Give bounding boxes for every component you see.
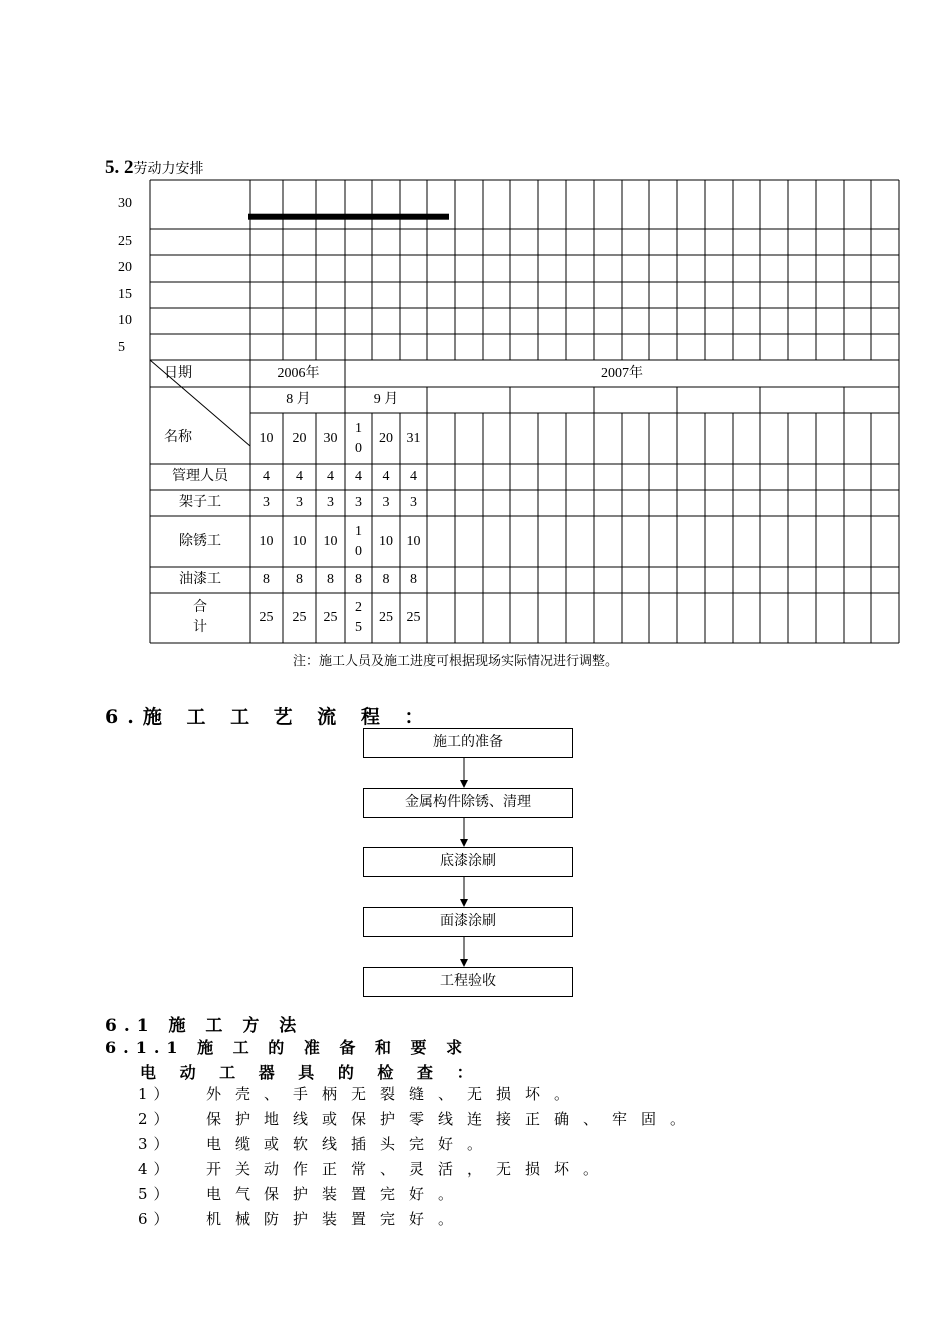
day-label: 30 [323,431,338,447]
checklist-number: 2） [138,1110,175,1128]
row-value: 1 0 [355,523,362,559]
section-title: 劳动力安排 [133,161,204,177]
checklist-number: 4） [138,1160,175,1178]
row-name-label: 管理人员 [172,469,228,485]
y-tick-label: 30 [118,196,132,211]
row-value: 4 [327,469,334,485]
checklist-item [138,1108,699,1129]
y-tick-label: 20 [118,260,132,275]
checklist-text: 保护地线或保护零线连接正确、牢固。 [206,1110,700,1128]
y-tick-label: 15 [118,287,132,302]
row-value: 4 [355,469,362,485]
flow-step: 面漆涂刷 [363,907,573,937]
row-value: 2 5 [355,600,362,635]
row-value: 10 [323,533,338,549]
checklist-number: 5） [138,1185,175,1203]
checklist-text: 机械防护装置完好。 [206,1210,468,1228]
row-value: 8 [382,572,390,588]
month-8-label: 8 月 [286,392,311,408]
section-6-heading: 6.施 工 工 艺 流 程 ： [105,706,433,728]
row-value: 4 [382,469,390,485]
flow-arrow-head [460,839,468,847]
flow-step: 金属构件除锈、清理 [363,788,573,818]
flow-step: 工程验收 [363,967,573,997]
section-number: 5. 2 [105,157,134,178]
row-value: 3 [327,495,334,511]
row-name-label: 油漆工 [179,572,221,588]
checklist-item [138,1133,496,1154]
row-value: 25 [292,610,307,626]
row-value: 3 [410,495,417,511]
row-name-label: 合 计 [193,600,207,635]
y-tick-label: 10 [118,313,132,328]
row-value: 8 [327,572,334,588]
row-value: 8 [355,572,362,588]
row-value: 10 [406,533,421,549]
checklist-text: 外壳、手柄无裂缝、无损坏。 [206,1085,584,1103]
checklist-number: 1） [138,1085,175,1103]
day-label: 31 [406,431,421,447]
checklist-text: 电气保护装置完好。 [206,1185,468,1203]
row-value: 25 [379,610,393,626]
checklist-item [138,1158,612,1179]
header-date-label: 日期 [164,366,192,382]
row-value: 3 [355,495,362,511]
checklist-item [138,1208,467,1229]
flow-arrow-head [460,959,468,967]
row-value: 4 [263,469,270,485]
day-label: 1 0 [355,421,362,456]
flow-arrow-head [460,780,468,788]
table-note: 注：施工人员及施工进度可根据现场实际情况进行调整。 [293,654,619,669]
row-value: 10 [379,533,393,549]
year-2007-label: 2007年 [601,366,643,382]
flow-step: 底漆涂刷 [363,847,573,877]
row-value: 10 [259,533,274,549]
checklist-item [138,1083,583,1104]
y-tick-label: 25 [118,234,132,249]
checklist-number: 3） [138,1135,175,1153]
flow-step: 施工的准备 [363,728,573,758]
row-name-label: 除锈工 [179,533,221,549]
y-tick-label: 5 [118,340,125,355]
section-6-1-1-heading: 6.1.1 施 工 的 准 备 和 要 求 [105,1038,470,1057]
checklist-text: 电缆或软线插头完好。 [206,1135,497,1153]
row-value: 25 [323,610,338,626]
row-name-label: 架子工 [179,495,221,511]
year-2006-label: 2006年 [277,366,320,382]
row-value: 25 [406,610,421,626]
row-value: 3 [382,495,390,511]
row-value: 8 [410,572,417,588]
row-value: 4 [296,469,303,485]
row-value: 4 [410,469,417,485]
row-value: 8 [263,572,270,588]
row-value: 25 [259,610,274,626]
month-9-label: 9 月 [373,392,399,408]
row-value: 10 [292,533,307,549]
day-label: 20 [292,431,307,447]
flow-arrow-head [460,899,468,907]
checklist-text: 开关动作正常、灵活，无损坏。 [206,1160,613,1178]
header-name-label: 名称 [164,430,192,446]
day-label: 10 [259,431,274,447]
day-label: 20 [379,431,393,447]
checklist-number: 6） [138,1210,175,1228]
row-value: 3 [263,495,270,511]
checklist-item [138,1183,467,1204]
row-value: 3 [296,495,303,511]
section-6-1-heading: 6.1 施 工 方 法 [105,1016,304,1036]
row-value: 8 [296,572,303,588]
tool-check-subheading: 电 动 工 器 具 的 检 查 ： [140,1063,482,1082]
